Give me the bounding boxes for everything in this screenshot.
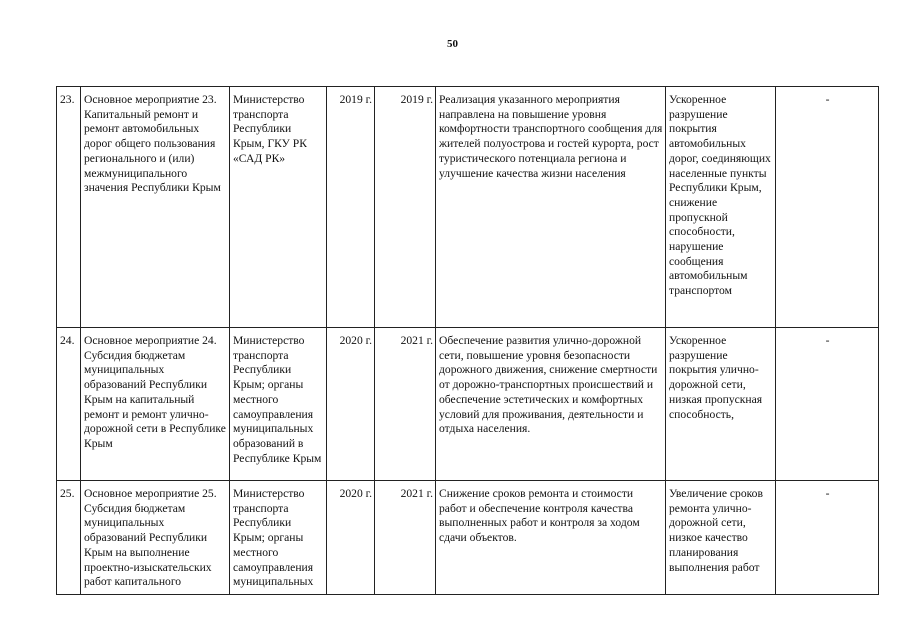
start-year: 2019 г.	[327, 87, 375, 328]
start-year: 2020 г.	[327, 481, 375, 595]
page-number: 50	[447, 38, 458, 50]
table-row	[57, 328, 879, 481]
executor: Министерство транспорта Республики Крым; органы местного самоуправления муниципальных образований в Республике Крым	[230, 328, 327, 481]
table-row	[57, 87, 879, 328]
start-year: 2020 г.	[327, 328, 375, 481]
end-year: 2021 г.	[375, 481, 436, 595]
consequences: Ускоренное разрушение покрытия улично-дорожной сети, низкая пропускная способность,	[666, 328, 776, 481]
expected-result: Снижение сроков ремонта и стоимости работ и обеспечение контроля качества выполненных работ и контроля за ходом сдачи объектов.	[436, 481, 666, 595]
event-name: Основное мероприятие 25. Субсидия бюджетам муниципальных образований Республики Крым на выполнение проектно-изыскательских работ капитального	[81, 481, 230, 595]
table-row	[57, 481, 879, 595]
consequences: Ускоренное разрушение покрытия автомобильных дорог, соединяющих населенные пункты Республики Крым, снижение пропускной способности, нарушение сообщения автомобильным транспортом	[666, 87, 776, 328]
measures-table	[56, 86, 879, 595]
executor: Министерство транспорта Республики Крым; органы местного самоуправления муниципальных	[230, 481, 327, 595]
row-number: 24.	[57, 328, 81, 481]
link-indicators: -	[776, 328, 879, 481]
link-indicators: -	[776, 87, 879, 328]
end-year: 2021 г.	[375, 328, 436, 481]
executor: Министерство транспорта Республики Крым, ГКУ РК «САД РК»	[230, 87, 327, 328]
row-number: 23.	[57, 87, 81, 328]
end-year: 2019 г.	[375, 87, 436, 328]
row-number: 25.	[57, 481, 81, 595]
event-name: Основное мероприятие 23. Капитальный ремонт и ремонт автомобильных дорог общего пользования регионального и (или) межмуниципального значения Республики Крым	[81, 87, 230, 328]
expected-result: Обеспечение развития улично-дорожной сети, повышение уровня безопасности дорожного движения, снижение смертности от дорожно-транспортных происшествий и обеспечение эстетических и комфортных условий для проживания, деятельности и отдыха населения.	[436, 328, 666, 481]
consequences: Увеличение сроков ремонта улично-дорожной сети, низкое качество планирования выполнения работ	[666, 481, 776, 595]
expected-result: Реализация указанного мероприятия направлена на повышение уровня комфортности транспортного сообщения для жителей полуострова и гостей курорта, рост туристического потенциала региона и улучшение качества жизни населения	[436, 87, 666, 328]
link-indicators: -	[776, 481, 879, 595]
event-name: Основное мероприятие 24. Субсидия бюджетам муниципальных образований Республики Крым на капитальный ремонт и ремонт улично-дорожной сети в Республике Крым	[81, 328, 230, 481]
